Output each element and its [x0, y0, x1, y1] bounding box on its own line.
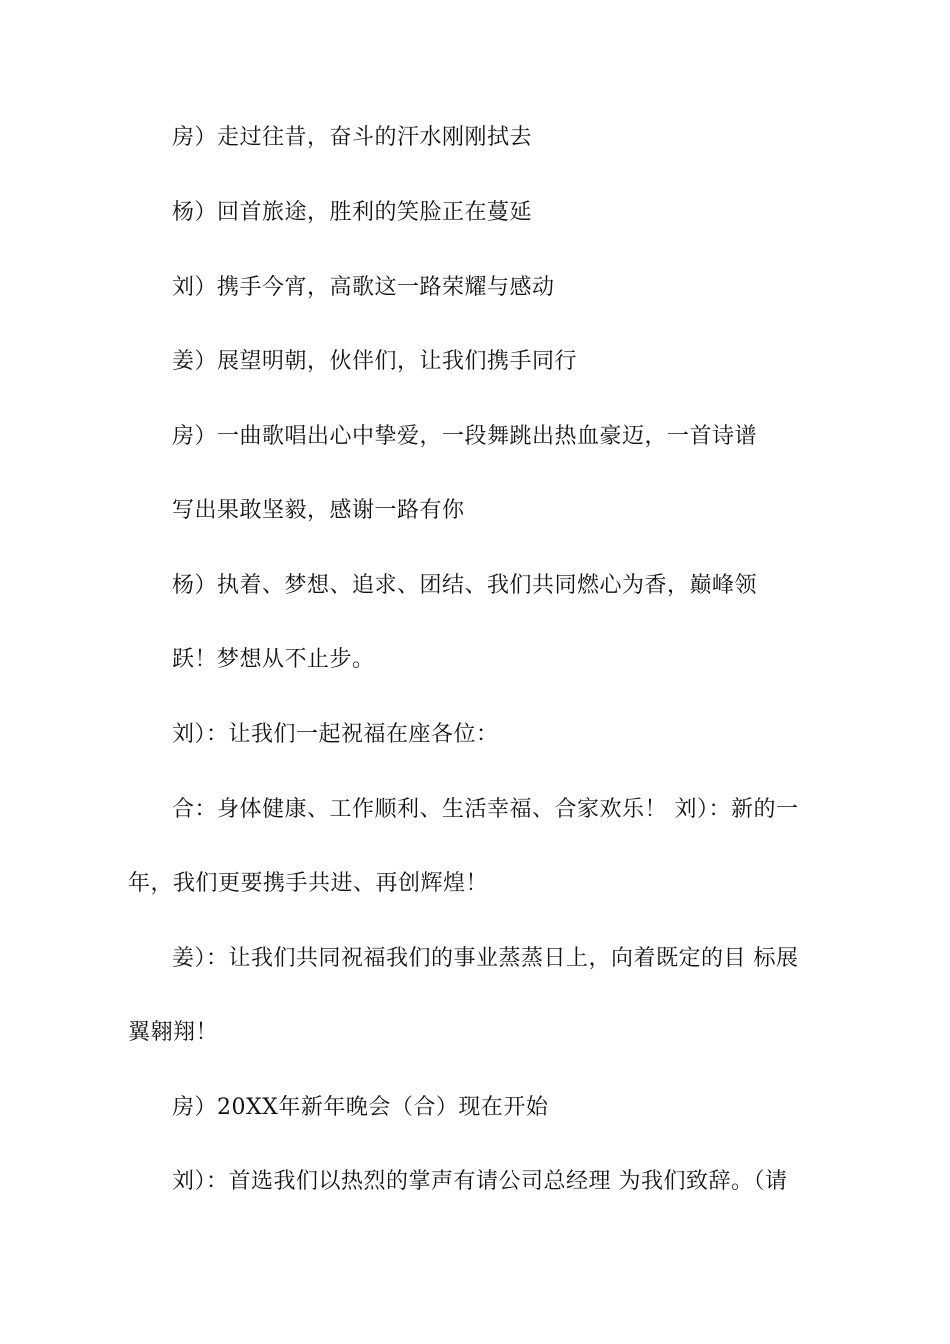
paragraph-line-15: 刘）：首选我们以热烈的掌声有请公司总经理 为我们致辞。（请	[172, 1169, 788, 1194]
paragraph-line-7: 杨）执着、梦想、追求、团结、我们共同燃心为香，巅峰领	[172, 573, 758, 598]
paragraph-line-12: 姜）：让我们共同祝福我们的事业蒸蒸日上，向着既定的目 标展	[172, 946, 799, 971]
paragraph-line-2: 杨）回首旅途，胜利的笑脸正在蔓延	[172, 200, 533, 225]
paragraph-line-10: 合：身体健康、工作顺利、生活幸福、合家欢乐！ 刘）：新的一	[172, 797, 799, 822]
paragraph-line-1: 房）走过往昔，奋斗的汗水刚刚拭去	[172, 125, 533, 150]
paragraph-line-8: 跃！梦想从不止步。	[172, 647, 375, 672]
paragraph-line-11: 年，我们更要携手共进、再创辉煌！	[128, 871, 489, 896]
paragraph-line-5: 房）一曲歌唱出心中挚爱，一段舞跳出热血豪迈，一首诗谱	[172, 424, 758, 449]
paragraph-line-13: 翼翱翔！	[128, 1020, 219, 1045]
paragraph-line-9: 刘）：让我们一起祝福在座各位：	[172, 722, 499, 747]
paragraph-line-3: 刘）携手今宵，高歌这一路荣耀与感动	[172, 275, 555, 300]
paragraph-line-6: 写出果敢坚毅，感谢一路有你	[172, 498, 465, 523]
paragraph-line-14: 房）20XX年新年晚会（合）现在开始	[172, 1095, 549, 1120]
paragraph-line-4: 姜）展望明朝，伙伴们，让我们携手同行	[172, 349, 578, 374]
